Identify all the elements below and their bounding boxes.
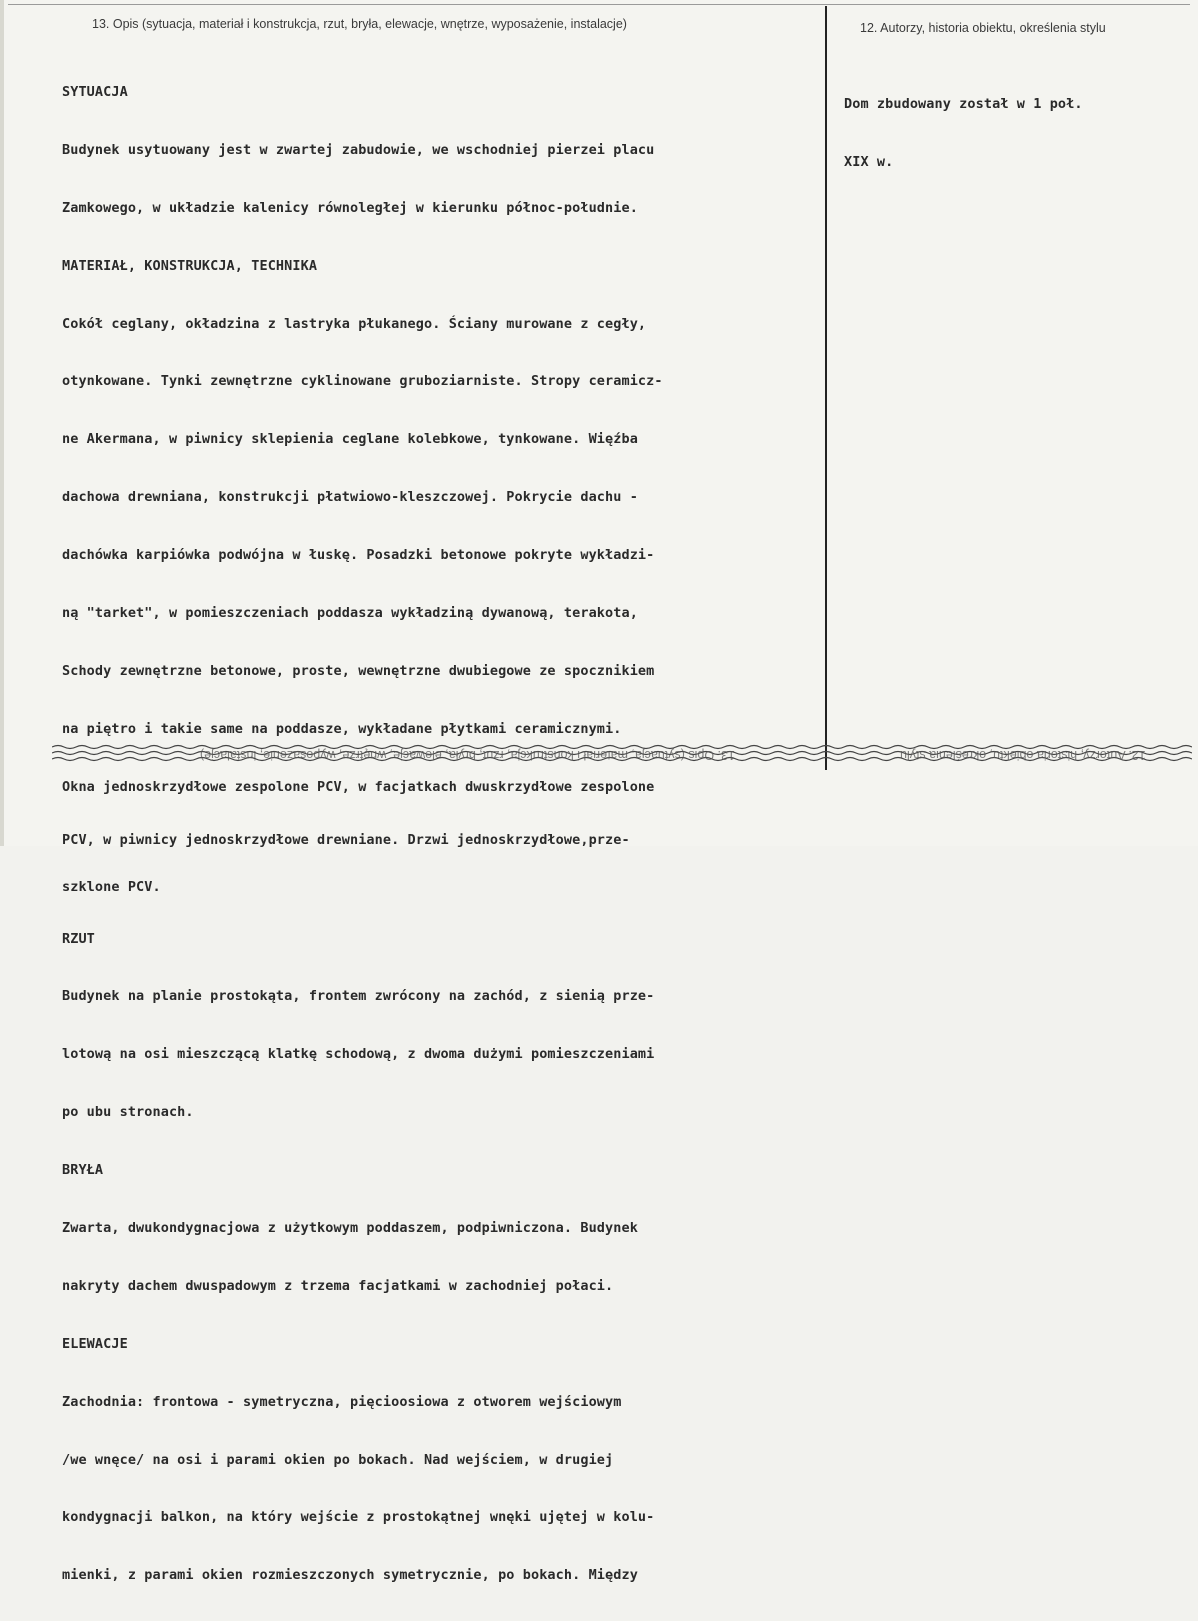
text-line: kondygnacji balkon, na który wejście z prostokątnej wnęki ujętej w kolu-	[62, 1509, 655, 1526]
text-line: Zamkowego, w układzie kalenicy równoległej w kierunku północ-południe.	[62, 199, 638, 216]
text-line: Zwarta, dwukondygnacjowa z użytkowym poddaszem, podpiwniczona. Budynek	[62, 1220, 638, 1237]
description-text	[62, 48, 663, 1621]
text-line: /we wnęce/ na osi i parami okien po bokach. Nad wejściem, w drugiej	[62, 1451, 614, 1468]
mirrored-header-12: 12. Autorzy, historia obiektu, określenia stylu	[900, 748, 1146, 762]
text-line: mienki, z parami okien rozmieszczonych symetrycznie, po bokach. Między	[62, 1567, 638, 1584]
heading-bryla: BRYŁA	[62, 1162, 104, 1179]
text-line: lotową na osi mieszczącą klatkę schodową, z dwoma dużymi pomieszczeniami	[62, 1046, 655, 1063]
heading-material: MATERIAŁ, KONSTRUKCJA, TECHNIKA	[62, 257, 318, 274]
text-line: Budynek usytuowany jest w zwartej zabudowie, we wschodniej pierzei placu	[62, 141, 655, 158]
text-line: nakryty dachem dwuspadowym z trzema facjatkami w zachodniej połaci.	[62, 1277, 614, 1294]
section-13-header: 13. Opis (sytuacja, materiał i konstrukcja, rzut, bryła, elewacje, wnętrze, wyposażenie, instalacje)	[92, 17, 627, 31]
text-line: ną "tarket", w pomieszczeniach poddasza wykładziną dywanową, terakota,	[62, 605, 638, 622]
text-line: Schody zewnętrzne betonowe, proste, wewnętrzne dwubiegowe ze spocznikiem	[62, 662, 655, 679]
mirrored-header-13: 13. Opis (sytuacja, materiał i konstrukcja, rzut, bryła, elewacje, wnętrze, wyposażenie, instalacje)	[200, 748, 735, 762]
text-line: dachówka karpiówka podwójna w łuskę. Posadzki betonowe pokryte wykładzi-	[62, 547, 655, 564]
page-edge	[0, 0, 4, 846]
text-line: Okna jednoskrzydłowe zespolone PCV, w facjatkach dwuskrzydłowe zespolone	[62, 778, 655, 795]
history-text	[844, 60, 1083, 208]
text-line: otynkowane. Tynki zewnętrzne cyklinowane gruboziarniste. Stropy ceramicz-	[62, 373, 663, 390]
text-line: Dom zbudowany został w 1 poł.	[844, 96, 1083, 112]
text-line: Zachodnia: frontowa - symetryczna, pięcioosiowa z otworem wejściowym	[62, 1393, 622, 1410]
text-line: Budynek na planie prostokąta, frontem zwrócony na zachód, z sienią prze-	[62, 988, 655, 1005]
text-line: XIX w.	[844, 153, 894, 170]
text-line: dachowa drewniana, konstrukcji płatwiowo-kleszczowej. Pokrycie dachu -	[62, 489, 638, 506]
section-12-header: 12. Autorzy, historia obiektu, określenia stylu	[860, 21, 1106, 35]
text-line: PCV, w piwnicy jednoskrzydłowe drewniane. Drzwi jednoskrzydłowe,prze-	[62, 831, 630, 848]
heading-sytuacja: SYTUACJA	[62, 84, 128, 100]
top-rule	[8, 4, 1190, 5]
column-divider	[825, 6, 827, 770]
text-line: ne Akermana, w piwnicy sklepienia ceglane kolebkowe, tynkowane. Więźba	[62, 431, 638, 448]
heading-elewacje: ELEWACJE	[62, 1335, 128, 1352]
text-line: po ubu stronach.	[62, 1104, 194, 1121]
text-line: szklone PCV.	[62, 878, 161, 895]
text-line: Cokół ceglany, okładzina z lastryka płukanego. Ściany murowane z cegły,	[62, 315, 647, 332]
text-line: na piętro i takie same na poddasze, wykładane płytkami ceramicznymi.	[62, 720, 622, 737]
heading-rzut: RZUT	[62, 930, 95, 947]
